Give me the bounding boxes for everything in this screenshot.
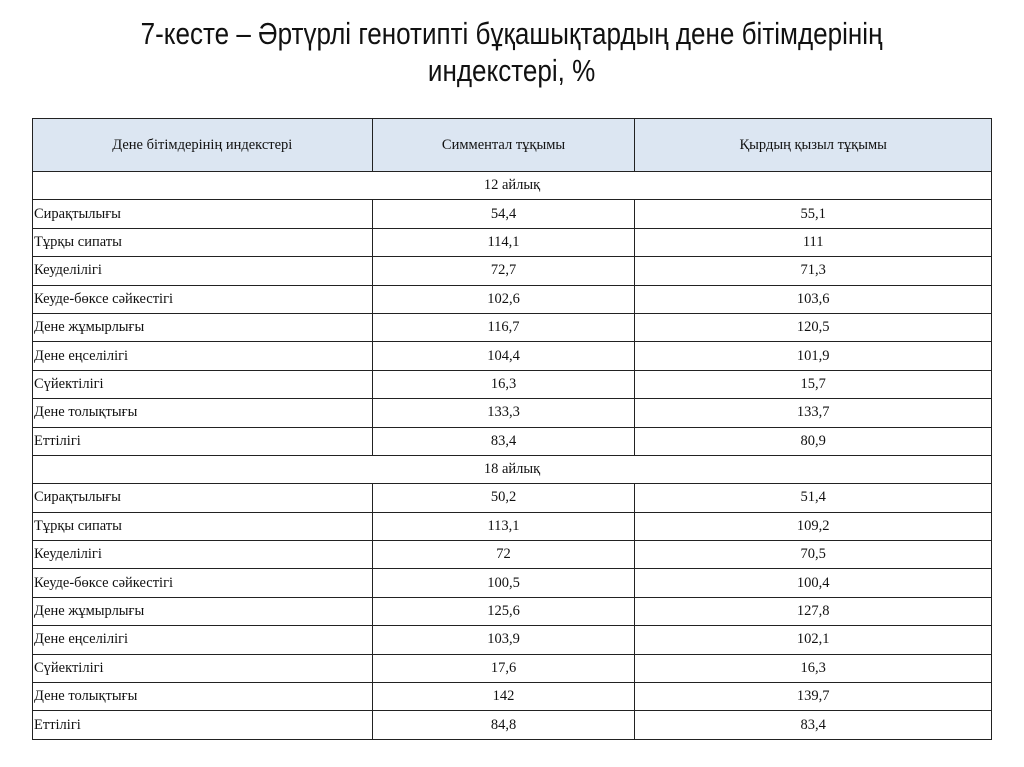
index-name-cell: Еттілігі: [33, 711, 373, 739]
kazakh-red-value-cell: 80,9: [635, 427, 992, 455]
simmental-value-cell: 102,6: [372, 285, 635, 313]
table-row: [33, 597, 992, 625]
simmental-value-cell: 16,3: [372, 370, 635, 398]
index-name-cell: Тұрқы сипаты: [33, 512, 373, 540]
index-name-cell: Сүйектілігі: [33, 654, 373, 682]
group-row: [33, 455, 992, 483]
table-row: [33, 626, 992, 654]
header-kazakh-red: Қырдың қызыл тұқымы: [635, 119, 992, 172]
table-row: [33, 427, 992, 455]
index-name-cell: Дене еңселілігі: [33, 626, 373, 654]
kazakh-red-value-cell: 83,4: [635, 711, 992, 739]
index-name-cell: Кеуде-бөксе сәйкестігі: [33, 569, 373, 597]
index-name-cell: Дене жұмырлығы: [33, 313, 373, 341]
header-simmental: Симментал тұқымы: [372, 119, 635, 172]
table-row: [33, 313, 992, 341]
index-name-cell: Тұрқы сипаты: [33, 228, 373, 256]
index-name-cell: Дене толықтығы: [33, 683, 373, 711]
simmental-value-cell: 72,7: [372, 257, 635, 285]
index-name-cell: Кеуде-бөксе сәйкестігі: [33, 285, 373, 313]
index-name-cell: Сирақтылығы: [33, 484, 373, 512]
table-row: [33, 285, 992, 313]
title-text: 7-кесте – Әртүрлі генотипті бұқашықтардың дене бітімдерінің: [141, 16, 883, 51]
kazakh-red-value-cell: 120,5: [635, 313, 992, 341]
table-row: [33, 399, 992, 427]
simmental-value-cell: 103,9: [372, 626, 635, 654]
table-row: [33, 711, 992, 739]
table-row: [33, 484, 992, 512]
kazakh-red-value-cell: 100,4: [635, 569, 992, 597]
kazakh-red-value-cell: 103,6: [635, 285, 992, 313]
kazakh-red-value-cell: 102,1: [635, 626, 992, 654]
simmental-value-cell: 104,4: [372, 342, 635, 370]
table-row: [33, 541, 992, 569]
group-label: 18 айлық: [33, 455, 992, 483]
simmental-value-cell: 133,3: [372, 399, 635, 427]
kazakh-red-value-cell: 109,2: [635, 512, 992, 540]
index-name-cell: Сирақтылығы: [33, 200, 373, 228]
simmental-value-cell: 72: [372, 541, 635, 569]
table-row: [33, 683, 992, 711]
kazakh-red-value-cell: 55,1: [635, 200, 992, 228]
simmental-value-cell: 125,6: [372, 597, 635, 625]
kazakh-red-value-cell: 51,4: [635, 484, 992, 512]
index-name-cell: Дене еңселілігі: [33, 342, 373, 370]
table-row: [33, 569, 992, 597]
header-indices: Дене бітімдерінің индекстері: [33, 119, 373, 172]
table-row: [33, 228, 992, 256]
index-name-cell: Кеуделілігі: [33, 541, 373, 569]
index-name-cell: Кеуделілігі: [33, 257, 373, 285]
kazakh-red-value-cell: 16,3: [635, 654, 992, 682]
header-row: [33, 119, 992, 172]
index-name-cell: Еттілігі: [33, 427, 373, 455]
simmental-value-cell: 100,5: [372, 569, 635, 597]
index-name-cell: Дене жұмырлығы: [33, 597, 373, 625]
simmental-value-cell: 84,8: [372, 711, 635, 739]
simmental-value-cell: 116,7: [372, 313, 635, 341]
kazakh-red-value-cell: 127,8: [635, 597, 992, 625]
kazakh-red-value-cell: 71,3: [635, 257, 992, 285]
table-row: [33, 512, 992, 540]
simmental-value-cell: 83,4: [372, 427, 635, 455]
simmental-value-cell: 54,4: [372, 200, 635, 228]
kazakh-red-value-cell: 133,7: [635, 399, 992, 427]
index-name-cell: Сүйектілігі: [33, 370, 373, 398]
group-row: [33, 172, 992, 200]
table-row: [33, 342, 992, 370]
table-row: [33, 257, 992, 285]
simmental-value-cell: 113,1: [372, 512, 635, 540]
kazakh-red-value-cell: 139,7: [635, 683, 992, 711]
table-row: [33, 654, 992, 682]
slide-title-line-2: [0, 53, 1024, 89]
simmental-value-cell: 17,6: [372, 654, 635, 682]
kazakh-red-value-cell: 101,9: [635, 342, 992, 370]
table-row: [33, 200, 992, 228]
index-name-cell: Дене толықтығы: [33, 399, 373, 427]
kazakh-red-value-cell: 15,7: [635, 370, 992, 398]
group-label: 12 айлық: [33, 172, 992, 200]
simmental-value-cell: 142: [372, 683, 635, 711]
simmental-value-cell: 50,2: [372, 484, 635, 512]
kazakh-red-value-cell: 70,5: [635, 541, 992, 569]
indices-table: [32, 118, 992, 740]
simmental-value-cell: 114,1: [372, 228, 635, 256]
kazakh-red-value-cell: 111: [635, 228, 992, 256]
title-text: индекстері, %: [428, 53, 596, 88]
table-row: [33, 370, 992, 398]
slide-title-line-1: [0, 16, 1024, 52]
